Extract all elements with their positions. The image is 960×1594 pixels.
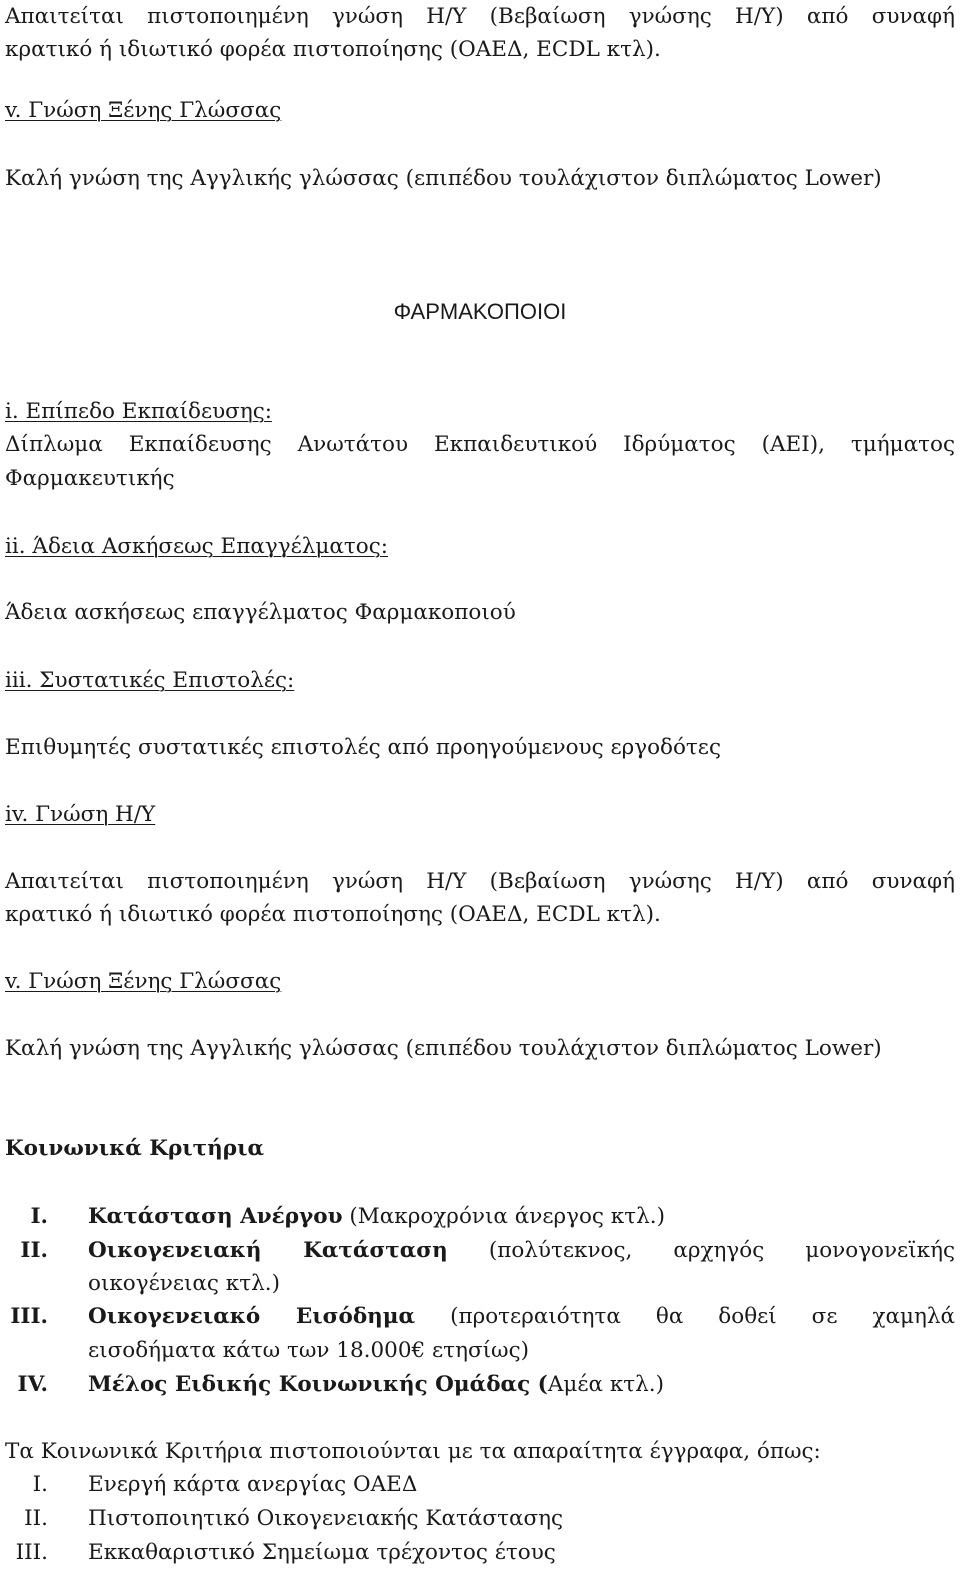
list-number: I. <box>30 1204 48 1229</box>
list-number: III. <box>10 1304 48 1329</box>
list-item: Μέλος Ειδικής Κοινωνικής Ομάδας (Αμέα κτλ.) <box>88 1372 664 1397</box>
subheading-i: i. Επίπεδο Εκπαίδευσης: <box>5 399 272 424</box>
list-item: Οικογενειακή Κατάσταση (πολύτεκνος, αρχηγός μονογονεϊκής <box>88 1238 955 1263</box>
list-item-continuation: εισοδήματα κάτω των 18.000€ ετησίως) <box>88 1338 530 1363</box>
paragraph-line: Δίπλωμα Εκπαίδευσης Ανωτάτου Εκπαιδευτικού Ιδρύματος (ΑΕΙ), τμήματος <box>5 432 955 457</box>
paragraph-line: κρατικό ή ιδιωτικό φορέα πιστοποίησης (ΟΑΕΔ, ECDL κτλ). <box>5 37 661 62</box>
paragraph-line: Επιθυμητές συστατικές επιστολές από προηγούμενους εργοδότες <box>5 735 721 760</box>
list-item-continuation: οικογένειας κτλ.) <box>88 1271 280 1296</box>
list-item: Οικογενειακό Εισόδημα (προτεραιότητα θα δοθεί σε χαμηλά <box>88 1304 955 1329</box>
list-number: IV. <box>17 1372 48 1397</box>
subheading-v: v. Γνώση Ξένης Γλώσσας <box>5 969 282 994</box>
paragraph-line: Απαιτείται πιστοποιημένη γνώση Η/Υ (Βεβαίωση γνώσης Η/Υ) από συναφή <box>5 869 955 894</box>
paragraph-line: Καλή γνώση της Αγγλικής γλώσσας (επιπέδου τουλάχιστον διπλώματος Lower) <box>5 166 882 191</box>
paragraph-line: Άδεια ασκήσεως επαγγέλματος Φαρμακοποιού <box>5 600 516 625</box>
subheading-v: v. Γνώση Ξένης Γλώσσας <box>5 98 282 123</box>
paragraph-line: κρατικό ή ιδιωτικό φορέα πιστοποίησης (ΟΑΕΔ, ECDL κτλ). <box>5 902 661 927</box>
documents-intro: Τα Κοινωνικά Κριτήρια πιστοποιούνται με τα απαραίτητα έγγραφα, όπως: <box>5 1439 821 1464</box>
list-item: Ενεργή κάρτα ανεργίας ΟΑΕΔ <box>88 1472 418 1497</box>
list-number: III. <box>15 1540 48 1565</box>
subheading-ii: ii. Άδεια Ασκήσεως Επαγγέλματος: <box>5 534 388 559</box>
list-number: II. <box>24 1506 48 1531</box>
subheading-iii: iii. Συστατικές Επιστολές: <box>5 668 295 693</box>
paragraph-line: Φαρμακευτικής <box>5 466 175 491</box>
list-item: Κατάσταση Ανέργου (Μακροχρόνια άνεργος κτλ.) <box>88 1204 665 1229</box>
section-title: ΦΑΡΜΑΚΟΠΟΙΟΙ <box>393 299 567 324</box>
paragraph-line: Καλή γνώση της Αγγλικής γλώσσας (επιπέδου τουλάχιστον διπλώματος Lower) <box>5 1036 882 1061</box>
list-item: Εκκαθαριστικό Σημείωμα τρέχοντος έτους <box>88 1540 556 1565</box>
subheading-iv: iv. Γνώση Η/Υ <box>5 802 156 827</box>
list-number: II. <box>20 1238 48 1263</box>
social-heading: Κοινωνικά Κριτήρια <box>5 1136 265 1161</box>
list-item: Πιστοποιητικό Οικογενειακής Κατάστασης <box>88 1506 564 1531</box>
list-number: I. <box>32 1472 48 1497</box>
paragraph-line: Απαιτείται πιστοποιημένη γνώση Η/Υ (Βεβαίωση γνώσης Η/Υ) από συναφή <box>5 4 955 29</box>
